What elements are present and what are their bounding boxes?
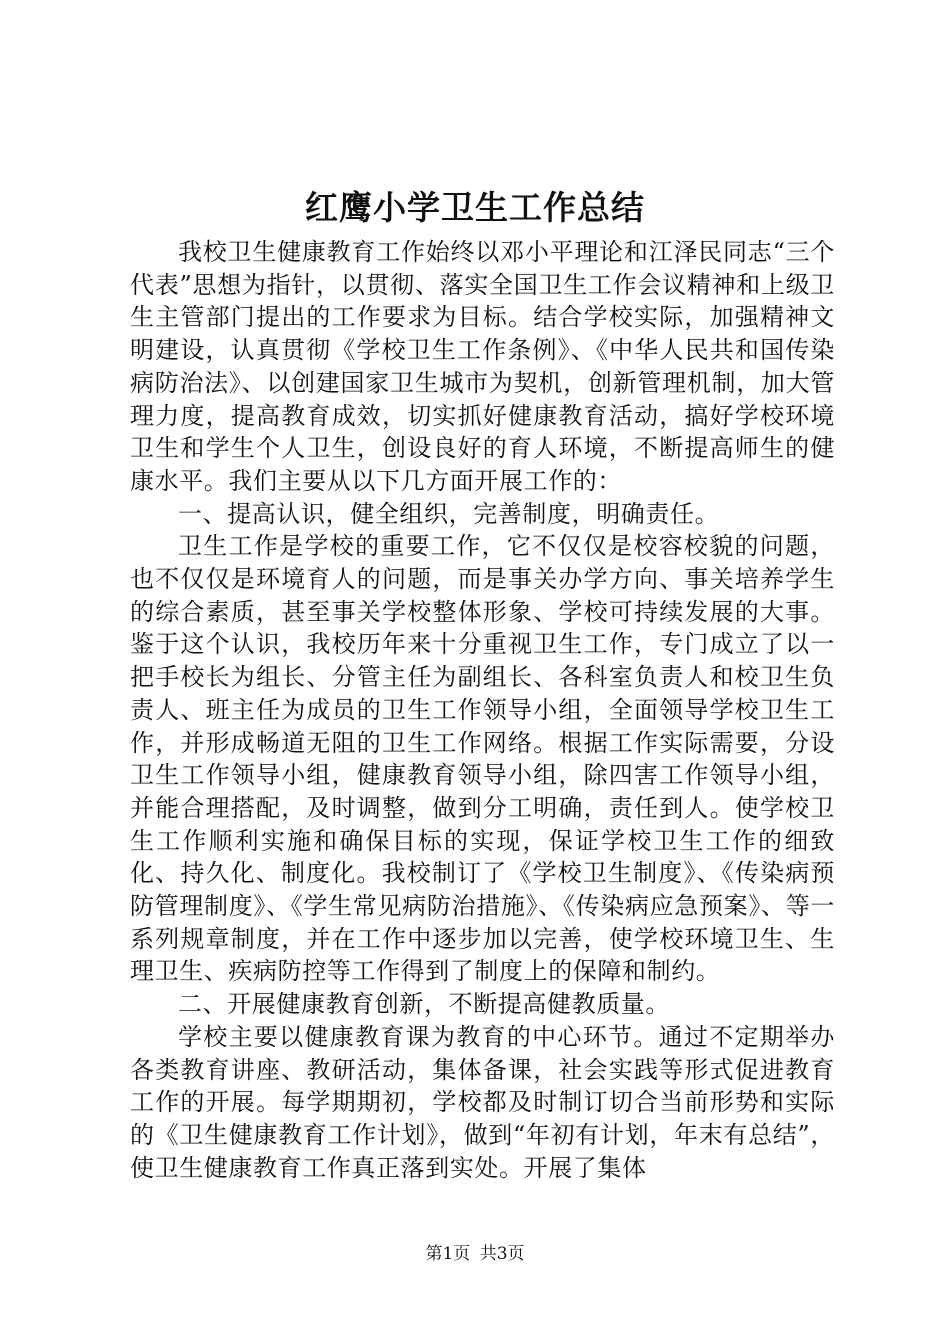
paragraph-section-1: 卫生工作是学校的重要工作，它不仅仅是校容校貌的问题，也不仅仅是环境育人的问题，而是事关办学方向、事关培养学生的综合素质，甚至事关学校整体形象、学校可持续发展的大事。鉴于这个认识，我校历年来十分重视卫生工作，专门成立了以一把手校长为组长、分管主任为副组长、各科室负责人和校卫生负责人、班主任为成员的卫生工作领导小组，全面领导学校卫生工作，并形成畅道无阻的卫生工作网络。根据工作实际需要，分设卫生工作领导小组，健康教育领导小组，除四害工作领导小组，并能合理搭配，及时调整，做到分工明确，责任到人。使学校卫生工作顺利实施和确保目标的实现，保证学校卫生工作的细致化、持久化、制度化。我校制订了《学校卫生制度》、《传染病预防管理制度》、《学生常见病防治措施》、《传染病应急预案》、等一系列规章制度，并在工作中逐步加以完善，使学校环境卫生、生理卫生、疾病防控等工作得到了制度上的保障和制约。 [130, 532, 835, 986]
document-title: 红鹰小学卫生工作总结 [305, 188, 645, 227]
paragraph-intro: 我校卫生健康教育工作始终以邓小平理论和江泽民同志“三个代表”思想为指针，以贯彻、落实全国卫生工作会议精神和上级卫生主管部门提出的工作要求为目标。结合学校实际，加强精神文明建设，认真贯彻《学校卫生工作条例》、《中华人民共和国传染病防治法》、以创建国家卫生城市为契机，创新管理机制，加大管理力度，提高教育成效，切实抓好健康教育活动，搞好学校环境卫生和学生个人卫生，创设良好的育人环境，不断提高师生的健康水平。我们主要从以下几方面开展工作的： [130, 238, 835, 495]
total-pages: 共3页 [479, 1244, 525, 1264]
section-heading-1: 一、提高认识，健全组织，完善制度，明确责任。 [178, 499, 720, 528]
page-footer [0, 1243, 950, 1265]
section-heading-2: 二、开展健康教育创新，不断提高健教质量。 [178, 990, 670, 1019]
paragraph-section-2: 学校主要以健康教育课为教育的中心环节。通过不定期举办各类教育讲座、教研活动，集体备课，社会实践等形式促进教育工作的开展。每学期期初，学校都及时制订切合当前形势和实际的《卫生健康教育工作计划》，做到“年初有计划，年末有总结”，使卫生健康教育工作真正落到实处。开展了集体 [130, 1022, 835, 1182]
page-number: 第1页 [425, 1244, 471, 1264]
document-body [130, 236, 835, 1184]
